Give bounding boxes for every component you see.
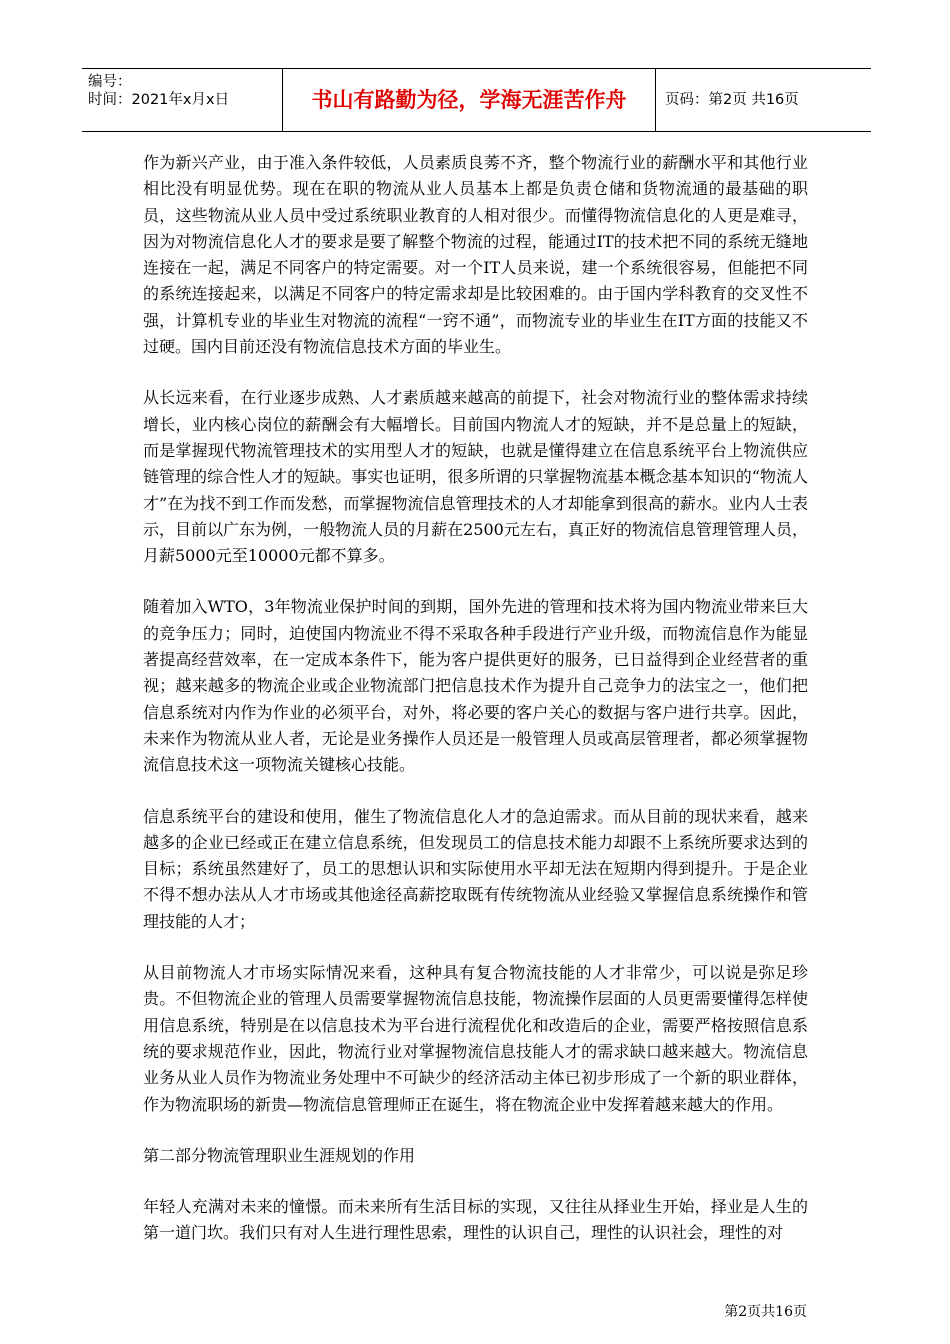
header-page-label: 页码：第2页 共16页: [665, 92, 799, 108]
body-paragraph: 从长远来看，在行业逐步成熟、人才素质越来越高的前提下，社会对物流行业的整体需求持续增长，业内核心岗位的薪酬会有大幅增长。目前国内物流人才的短缺，并不是总量上的短缺，而是掌握现代物流管理技术的实用型人才的短缺，也就是懂得建立在信息系统平台上物流供应链管理的综合性人才的短缺。事实也证明，很多所谓的只掌握物流基本概念基本知识的“物流人才”在为找不到工作而发愁，而掌握物流信息管理技术的人才却能拿到很高的薪水。业内人士表示，目前以广东为例，一般物流人员的月薪在2500元左右，真正好的物流信息管理管理人员，月薪5000元至10000元都不算多。: [143, 388, 808, 566]
document-number-label: 编号：: [88, 74, 132, 90]
document-time-label: 时间：2021年x月x日: [88, 92, 230, 108]
body-paragraph: 从目前物流人才市场实际情况来看，这种具有复合物流技能的人才非常少，可以说是弥足珍贵。不但物流企业的管理人员需要掌握物流信息技能，物流操作层面的人员更需要懂得怎样使用信息系统，特别是在以信息技术为平台进行流程优化和改造后的企业，需要严格按照信息系统的要求规范作业，因此，物流行业对掌握物流信息技能人才的需求缺口越来越大。物流信息业务从业人员作为物流业务处理中不可缺少的经济活动主体已初步形成了一个新的职业群体，作为物流职场的新贵—物流信息管理师正在诞生，将在物流企业中发挥着越来越大的作用。: [143, 963, 808, 1114]
body-paragraph: 信息系统平台的建设和使用，催生了物流信息化人才的急迫需求。而从目前的现状来看，越来越多的企业已经或正在建立信息系统，但发现员工的信息技术能力却跟不上系统所要求达到的目标；系统虽然建好了，员工的思想认识和实际使用水平却无法在短期内得到提升。于是企业不得不想办法从人才市场或其他途径高薪挖取既有传统物流从业经验又掌握信息系统操作和管理技能的人才；: [143, 806, 808, 931]
body-paragraph: 作为新兴产业，由于准入条件较低，人员素质良莠不齐，整个物流行业的薪酬水平和其他行业相比没有明显优势。现在在职的物流从业人员基本上都是负责仓储和货物流通的最基础的职员，这些物流从业人员中受过系统职业教育的人相对很少。而懂得物流信息化的人更是难寻，因为对物流信息化人才的要求是要了解整个物流的过程，能通过IT的技术把不同的系统无缝地连接在一起，满足不同客户的特定需要。对一个IT人员来说，建一个系统很容易，但能把不同的系统连接起来，以满足不同客户的特定需求却是比较困难的。由于国内学科教育的交叉性不强，计算机专业的毕业生对物流的流程“一窍不通”，而物流专业的毕业生在IT方面的技能又不过硬。国内目前还没有物流信息技术方面的毕业生。: [143, 153, 808, 357]
page-footer-number: 第2页共16页: [724, 1304, 807, 1320]
header-meta: [82, 69, 282, 131]
page-header: [82, 68, 871, 132]
body-paragraph: 随着加入WTO，3年物流业保护时间的到期，国外先进的管理和技术将为国内物流业带来巨大的竞争压力；同时，迫使国内物流业不得不采取各种手段进行产业升级，而物流信息作为能显著提高经营效率，在一定成本条件下，能为客户提供更好的服务，已日益得到企业经营者的重视；越来越多的物流企业或企业物流部门把信息技术作为提升自己竞争力的法宝之一，他们把信息系统对内作为作业的必须平台，对外，将必要的客户关心的数据与客户进行共享。因此，未来作为物流从业人者，无论是业务操作人员还是一般管理人员或高层管理者，都必须掌握物流信息技术这一项物流关键核心技能。: [143, 597, 808, 775]
body-paragraph: 年轻人充满对未来的憧憬。而未来所有生活目标的实现，又往往从择业生开始，择业是人生的第一道门坎。我们只有对人生进行理性思索，理性的认识自己，理性的认识社会，理性的对: [143, 1197, 808, 1243]
header-motto: 书山有路勤为径，学海无涯苦作舟: [282, 69, 656, 131]
document-body: [143, 150, 808, 1272]
section-heading: 第二部分物流管理职业生涯规划的作用: [143, 1145, 416, 1165]
